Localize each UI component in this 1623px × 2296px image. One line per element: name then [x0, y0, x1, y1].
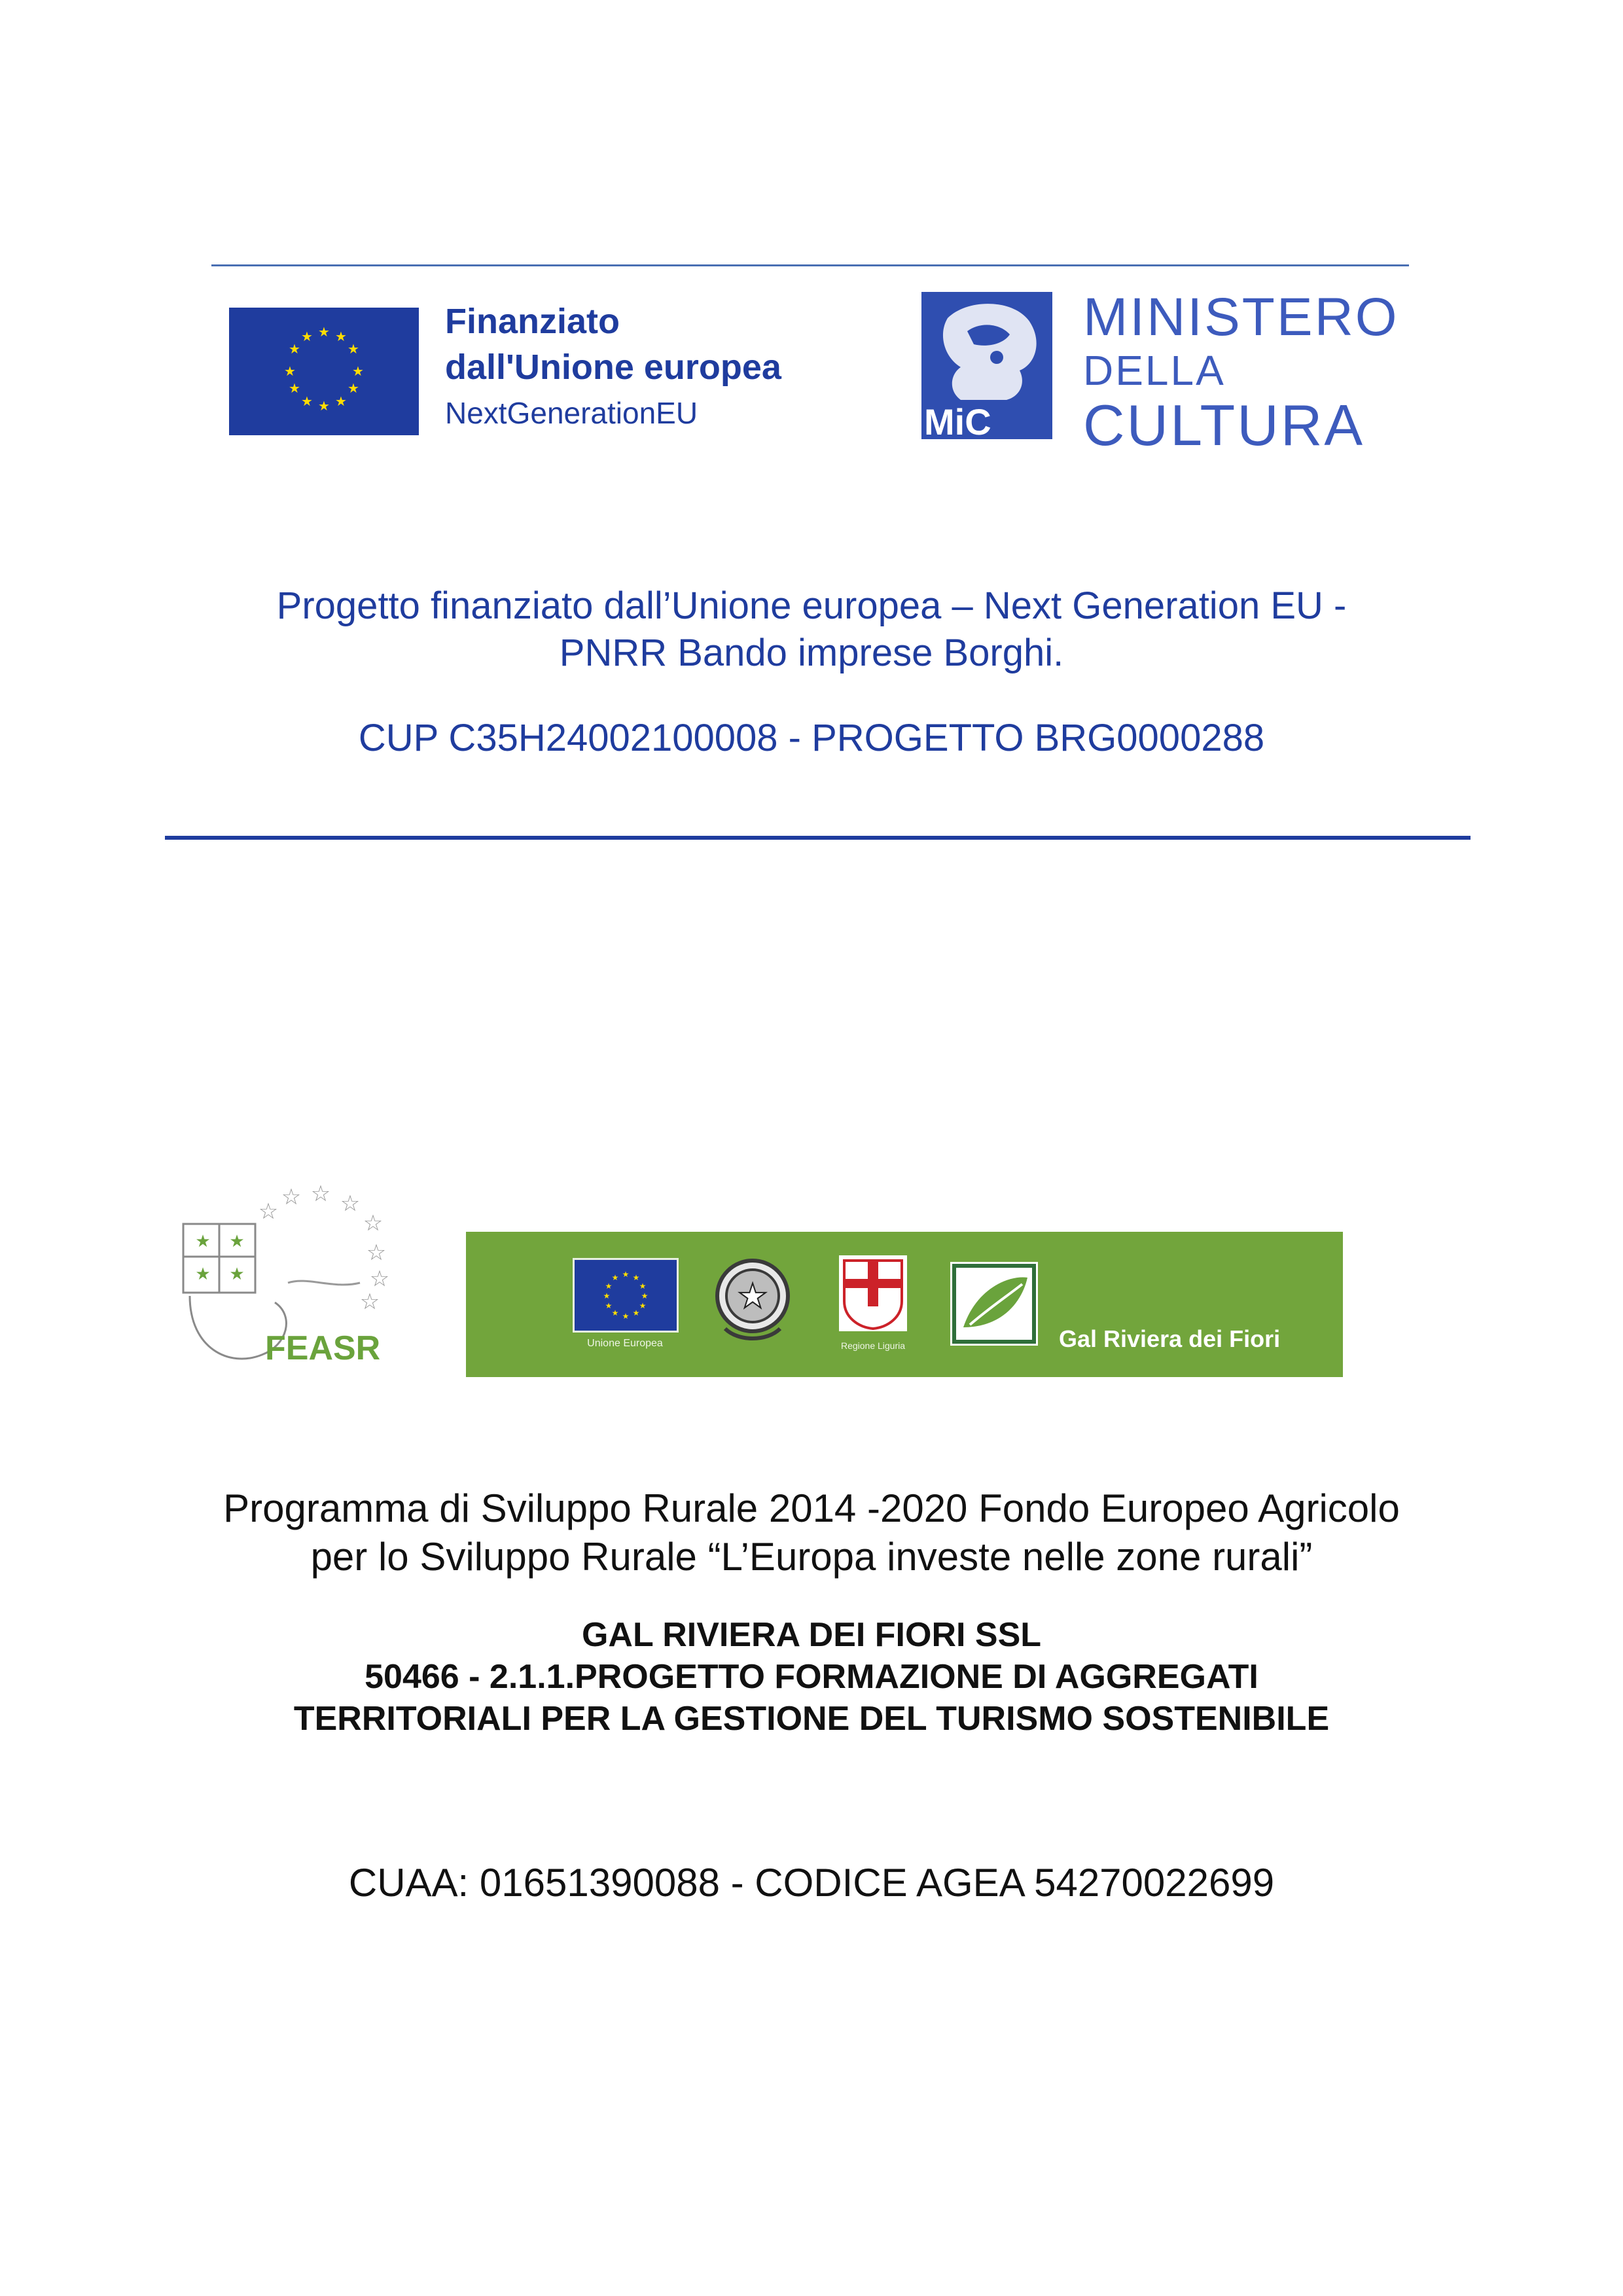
svg-text:★: ★ — [289, 380, 300, 396]
svg-text:★: ★ — [603, 1291, 611, 1300]
top-divider — [211, 264, 1409, 266]
svg-text:★: ★ — [605, 1282, 613, 1291]
eu-funding-logo-text — [445, 298, 781, 436]
liguria-caption: Regione Liguria — [840, 1340, 906, 1351]
liguria-crest-icon — [839, 1255, 907, 1331]
svg-text:☆: ☆ — [340, 1191, 361, 1217]
svg-text:☆: ☆ — [258, 1198, 279, 1225]
feasr-label: FEASR — [265, 1329, 381, 1367]
mic-label: MiC — [924, 401, 991, 442]
gal-title-line3: TERRITORIALI PER LA GESTIONE DEL TURISMO SOSTENIBILE — [293, 1700, 1330, 1738]
svg-text:★: ★ — [605, 1301, 613, 1310]
svg-text:★: ★ — [348, 341, 359, 357]
svg-text:★: ★ — [611, 1308, 619, 1318]
svg-text:☆: ☆ — [366, 1240, 387, 1266]
svg-text:☆: ☆ — [363, 1210, 383, 1236]
svg-text:★: ★ — [348, 380, 359, 396]
svg-text:★: ★ — [622, 1312, 630, 1321]
mic-logo-line2: DELLA — [1083, 347, 1226, 394]
ministero-cultura-logo-text — [1083, 288, 1399, 457]
svg-text:☆: ☆ — [310, 1181, 331, 1207]
funding-notice-line1: Progetto finanziato dall’Unione europea – Next Generation EU - — [276, 584, 1347, 627]
svg-text:★: ★ — [352, 363, 364, 379]
program-line2: per lo Sviluppo Rurale “L’Europa investe nelle zone rurali” — [310, 1535, 1313, 1579]
svg-text:★: ★ — [632, 1308, 640, 1318]
mic-logo-line3: CULTURA — [1083, 393, 1365, 457]
eu-flag-icon — [573, 1258, 679, 1333]
svg-text:★: ★ — [641, 1291, 649, 1300]
svg-text:★: ★ — [335, 393, 347, 409]
svg-text:☆: ☆ — [359, 1289, 380, 1315]
svg-text:★: ★ — [195, 1265, 211, 1284]
svg-text:★: ★ — [284, 363, 296, 379]
leader-logo-icon — [950, 1262, 1038, 1346]
svg-text:★: ★ — [195, 1232, 211, 1251]
svg-text:★: ★ — [301, 329, 313, 344]
eu-logo-line3: NextGenerationEU — [445, 396, 698, 430]
eu-logo-line1: Finanziato — [445, 302, 620, 341]
mic-logo-line1: MINISTERO — [1083, 287, 1399, 347]
svg-text:★: ★ — [737, 1277, 768, 1316]
svg-text:★: ★ — [335, 329, 347, 344]
svg-text:★: ★ — [622, 1270, 630, 1279]
svg-text:★: ★ — [318, 324, 330, 340]
svg-text:★: ★ — [632, 1273, 640, 1282]
funding-notice-line2: PNRR Bando imprese Borghi. — [559, 632, 1064, 674]
svg-text:★: ★ — [639, 1301, 647, 1310]
svg-text:★: ★ — [229, 1265, 245, 1284]
middle-divider — [165, 836, 1471, 840]
cup-code: CUP C35H24002100008 - PROGETTO BRG0000288 — [358, 717, 1265, 759]
gal-band-label: Gal Riviera dei Fiori — [1059, 1325, 1281, 1352]
svg-text:★: ★ — [318, 398, 330, 414]
svg-text:☆: ☆ — [369, 1266, 390, 1292]
svg-text:★: ★ — [289, 341, 300, 357]
svg-text:★: ★ — [229, 1232, 245, 1251]
svg-text:★: ★ — [639, 1282, 647, 1291]
eu-flag-icon — [229, 308, 419, 435]
eu-logo-line2: dall'Unione europea — [445, 348, 781, 387]
svg-text:★: ★ — [301, 393, 313, 409]
eu-caption: Unione Europea — [587, 1338, 663, 1349]
svg-text:☆: ☆ — [281, 1184, 302, 1210]
cuaa-code: CUAA: 01651390088 - CODICE AGEA 54270022699 — [348, 1861, 1275, 1905]
program-line1: Programma di Sviluppo Rurale 2014 -2020 Fondo Europeo Agricolo — [223, 1486, 1400, 1530]
svg-text:★: ★ — [611, 1273, 619, 1282]
gal-title-line2: 50466 - 2.1.1.PROGETTO FORMAZIONE DI AGGREGATI — [365, 1658, 1258, 1696]
italian-emblem-icon — [712, 1250, 793, 1348]
gal-title-line1: GAL RIVIERA DEI FIORI SSL — [581, 1616, 1042, 1654]
